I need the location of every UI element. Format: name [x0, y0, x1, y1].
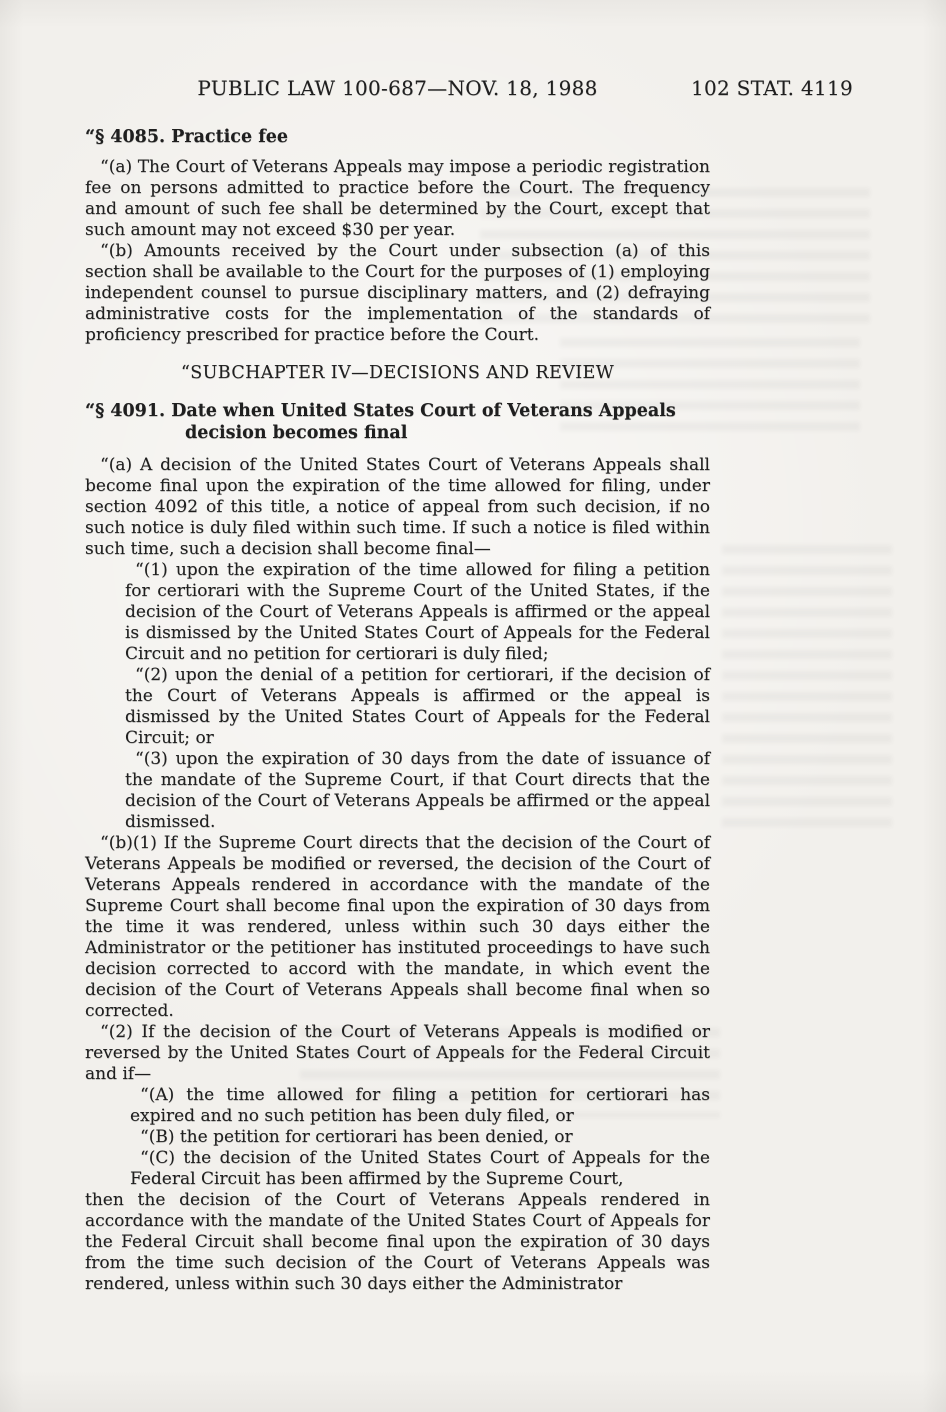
section-4085-para-a: “(a) The Court of Veterans Appeals may impose a periodic registration fee on persons admitted to practice before the Court. The frequency and amount of such fee shall be determined by the Court, except that such amount may not exceed $30 per year. [85, 157, 710, 240]
running-head-stat-citation: 102 STAT. 4119 [690, 76, 853, 100]
section-4085-para-b: “(b) Amounts received by the Court under subsection (a) of this section shall be available to the Court for the purposes of (1) employing independent counsel to pursue disciplinary matters, and (2) defraying administrative costs for the implementation of the standards of proficiency prescribed for practice before the Court. [85, 241, 710, 345]
section-4091-para-b2-closing: then the decision of the Court of Veterans Appeals rendered in accordance with the mandate of the United States Court of Appeals for the Federal Circuit shall become final upon the expiration of 30 days from the time such decision of the Court of Veterans Appeals was rendered, unless within such 30 days either the Administrator [85, 1190, 710, 1294]
section-4085-heading: “§ 4085. Practice fee [85, 127, 288, 147]
section-4091-item-A: “(A) the time allowed for filing a petition for certiorari has expired and no such petition has been duly filed, or [130, 1085, 710, 1126]
statute-text-column [85, 126, 710, 1295]
section-4091-item-3: “(3) upon the expiration of 30 days from the date of issuance of the mandate of the Supreme Court, if that Court directs that the decision of the Court of Veterans Appeals be affirmed or the appeal dismissed. [125, 749, 710, 832]
section-4091-para-a: “(a) A decision of the United States Court of Veterans Appeals shall become final upon the expiration of the time allowed for filing, under section 4092 of this title, a notice of appeal from such decision, if no such notice is duly filed within such time. If such a notice is filed within such time, such a decision shall become final— [85, 455, 710, 559]
section-4091-item-2: “(2) upon the denial of a petition for certiorari, if the decision of the Court of Veterans Appeals is affirmed or the appeal is dismissed by the United States Court of Appeals for the Federal Circuit; or [125, 665, 710, 748]
section-4091-para-b2: “(2) If the decision of the Court of Veterans Appeals is modified or reversed by the United States Court of Appeals for the Federal Circuit and if— [85, 1022, 710, 1084]
section-4091-item-1: “(1) upon the expiration of the time allowed for filing a petition for certiorari with the Supreme Court of the United States, if the decision of the Court of Veterans Appeals is affirmed or the appeal is dismissed by the United States Court of Appeals for the Federal Circuit and no petition for certiorari is duly filed; [125, 560, 710, 664]
section-4091-heading [85, 400, 710, 444]
section-4091-item-B: “(B) the petition for certiorari has been denied, or [140, 1127, 573, 1147]
section-4091-item-C: “(C) the decision of the United States Court of Appeals for the Federal Circuit has been affirmed by the Supreme Court, [130, 1148, 710, 1189]
bleed-through-smudge [722, 545, 892, 835]
subchapter-iv-heading: “SUBCHAPTER IV—DECISIONS AND REVIEW [180, 363, 615, 383]
section-4091-heading-number: “§ 4091. [85, 401, 166, 421]
section-4091-heading-title: Date when United States Court of Veterans Appeals decision becomes final [171, 401, 676, 443]
section-4091-para-b1: “(b)(1) If the Supreme Court directs that the decision of the Court of Veterans Appeals be modified or reversed, the decision of the Court of Veterans Appeals rendered in accordance with the mandate of the Supreme Court shall become final upon the expiration of 30 days from the time it was rendered, unless within such 30 days either the Administrator or the petitioner has instituted proceedings to have such decision corrected to accord with the mandate, in which event the decision of the Court of Veterans Appeals shall become final when so corrected. [85, 833, 710, 1021]
running-head-law-citation: PUBLIC LAW 100-687—NOV. 18, 1988 [197, 76, 598, 100]
